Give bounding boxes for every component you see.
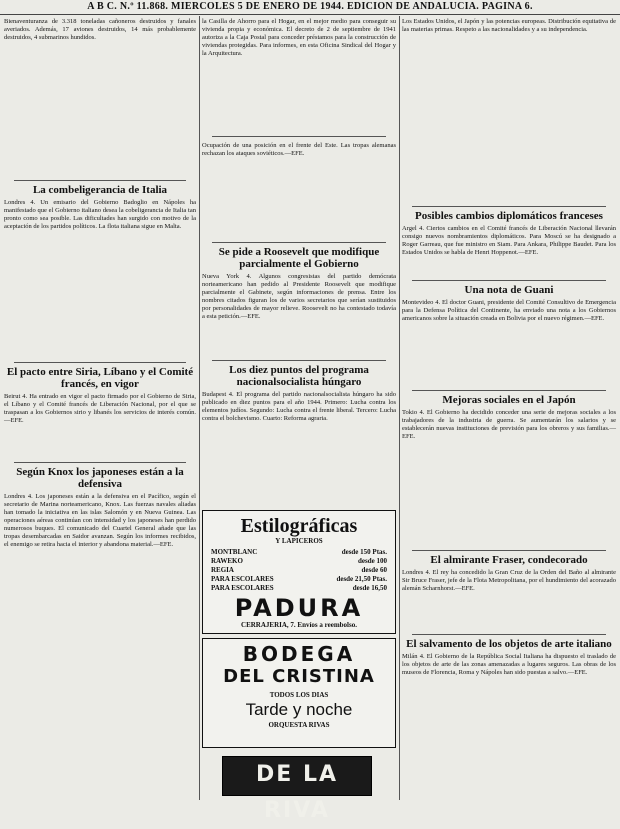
article-cambios-diplomaticos [402,210,616,257]
bodega-line3: TODOS LOS DIAS [269,691,329,699]
article-title: Los diez puntos del programa nacionalsocialista húngaro [229,364,369,388]
article-title: Mejoras sociales en el Japón [442,394,576,406]
divider [14,362,186,363]
price-row [203,584,395,593]
article-title: La combeligerancia de Italia [32,184,168,196]
article-body: Budapest 4. El programa del partido nacionalsocialista húngaro ha sido publicado en diez puntos para el año 1944. Primero: Lucha contra los elementos judíos. Segundo: Lucha contra el frente liberal. Tercero: Lucha contra el bolchevismo. Cuarto: Reforma agraria. [202,391,396,422]
price-row [203,557,395,566]
column-rule [199,16,200,800]
article-title: Según Knox los japoneses están a la defensiva [16,466,184,490]
price-row-name: PARA ESCOLARES [211,575,274,583]
article-guani [402,284,616,323]
divider [412,390,606,391]
price-row [203,575,395,584]
price-list [203,548,395,593]
price-row-name: REGIA [211,566,234,574]
divider [212,136,386,137]
ad-subtitle: Y LAPICEROS [275,537,323,545]
column-rule [399,16,400,800]
divider [412,206,606,207]
masthead: A B C. N.º 11.868. MIERCOLES 5 DE ENERO DE 1944. EDICION DE ANDALUCIA. PAGINA 6. [0,0,620,15]
divider [212,242,386,243]
ad-footer: CERRAJERIA, 7. Envíos a reembolso. [241,621,357,629]
article-siria-libano [4,366,196,425]
price-row-name: PARA ESCOLARES [211,584,274,592]
column-3 [402,16,616,800]
price-row-name: RAWEKO [211,557,243,565]
price-row-price: desde 21,50 Ptas. [336,575,387,583]
bodega-line4: Tarde y noche [245,700,353,719]
article-cobeligerancia [4,184,196,231]
article-body: Beirut 4. Ha entrado en vigor el pacto firmado por el Gobierno de Siria, el Líbano y el Comité francés de Liberación Nacional, por el que se traspasan a los Gobiernos sirio y libanés los servicios de interés común.—EFE. [4,393,196,424]
article-hungaro [202,364,396,423]
price-row [203,548,395,557]
ad-bodega [202,638,396,748]
column-1 [4,16,196,800]
article-body: Londres 4. El rey ha concedido la Gran Cruz de la Orden del Baño al almirante Sir Bruce Fraser, jefe de la Flota Metropolitana, por el hundimiento del acorazado alemán Scharnhorst.—EFE. [402,569,616,592]
ad-estilograficas [202,510,396,634]
article-knox [4,466,196,549]
article-body: Tokio 4. El Gobierno ha decidido conceder una serie de mejoras sociales a los trabajadores de la industria de guerra. Se aumentarán los salarios y se establecerán nuevas instituciones de previsión para los obreros y sus familias.—EFE. [402,409,616,440]
article-fraser [402,554,616,593]
column-2 [202,16,396,823]
price-row-price: desde 100 [358,557,387,565]
divider [412,634,606,635]
article-title: Se pide a Roosevelt que modifique parcialmente el Gobierno [218,246,380,270]
brand-de-la-riva: DE LA RIVA [256,762,338,823]
article-body: Montevideo 4. El doctor Guani, presidente del Comité Consultivo de Emergencia para la Defensa Política del Continente, ha enviado una nota a los Gobiernos americanos sobre la situación creada en Bolivia por el nuevo régimen.—EFE. [402,299,616,322]
price-row-price: desde 60 [361,566,387,574]
article-body: Londres 4. Un emisario del Gobierno Badoglio en Nápoles ha manifestado que el Gobierno italiano desea la cobeligerancia de Italia tan pronto como sea posible. Las dificultades han surgido con motivo de la aceptación de los partidos políticos. La flota italiana sigue en Malta. [4,199,196,230]
ad-de-la-riva [222,756,372,823]
bodega-line2: DEL CRISTINA [223,666,375,687]
divider [14,462,186,463]
article-body: Londres 4. Los japoneses están a la defensiva en el Pacífico, según el secretario de Marina norteamericano, Knox. Las fuerzas navales aliadas han tomado la iniciativa en las islas Salomón y en Nueva Guinea. Las operaciones aéreas continúan con intensidad y los japoneses han perdido numerosos buques. El comunicado del Cuartel General añade que las tropas desembarcadas en Saidor avanzan. Según los informes recibidos, el enemigo se retira hacia el interior y abandona material.—EFE. [4,493,196,548]
price-row-price: desde 150 Ptas. [341,548,387,556]
article-title: El almirante Fraser, condecorado [430,554,588,566]
price-row-price: desde 16,50 [352,584,387,592]
divider [412,550,606,551]
article-title: Una nota de Guani [464,284,554,296]
article-title: Posibles cambios diplomáticos franceses [415,210,603,222]
frente-este-text: Ocupación de una posición en el frente del Este. Las tropas alemanas rechazan los ataques soviéticos.—EFE. [202,142,396,157]
article-title: El pacto entre Siria, Líbano y el Comité francés, en vigor [6,366,194,390]
hogar-notice: la Casilla de Ahorro para el Hogar, en el mejor medio para conseguir su vivienda propia y económica. El decreto de 2 de septiembre de 1941 autoriza a la Caja Postal para conceder préstamos para la construcción de viviendas protegidas. Para informes, en esta Oficina Sindical del Hogar y la Arquitectura. [202,18,396,57]
article-objetos-arte [402,638,616,677]
price-row [203,566,395,575]
price-row-name: MONTBLANC [211,548,258,556]
article-japon [402,394,616,441]
article-body: Argel 4. Ciertos cambios en el Comité francés de Liberación Nacional llevarán consigo nuevos nombramientos diplomáticos. Para Moscú se ha designado a Roger Garreau, que fue ministro en Siam. Para Ankara, Philippe Baudet. Para los Estados Unidos se habla de Henri Hoppenot.—EFE. [402,225,616,256]
article-roosevelt [202,246,396,321]
ad-title: Estilográficas [240,515,358,537]
divider [412,280,606,281]
divider [212,360,386,361]
bodega-line1: BODEGA [242,642,356,666]
article-body: Milán 4. El Gobierno de la República Social Italiana ha dispuesto el traslado de los objetos de arte de las zonas amenazadas a lugares seguros. Las obras de los museos de Florencia, Roma y Nápoles han sido puestas a salvo.—EFE. [402,653,616,676]
brand-padura: PADURA [234,594,364,622]
article-body: Nueva York 4. Algunos congresistas del partido demócrata norteamericano han pedido al Presidente Roosevelt que modifique parcialmente el Gabinete, según informaciones de prensa. Entre los nombres citados figuran los de varios secretarios que serían sustituidos por personalidades de mayor relieve. Roosevelt no ha contestado todavía a esta petición.—EFE. [202,273,396,320]
article-title: El salvamento de los objetos de arte italiano [406,638,612,650]
intro-text: Bienaventuranza de 3.318 toneladas cañoneros destruidos y fanales averiados. Además, 17 aviones destruidos, 14 más probablemente destruidos, 4 submarinos hundidos. [4,18,196,41]
divider [14,180,186,181]
bodega-line5: ORQUESTA RIVAS [268,721,330,729]
top-text: Los Estados Unidos, el Japón y las potencias europeas. Distribución equitativa de las materias primas. Respeto a las nacionalidades y a su independencia. [402,18,616,33]
